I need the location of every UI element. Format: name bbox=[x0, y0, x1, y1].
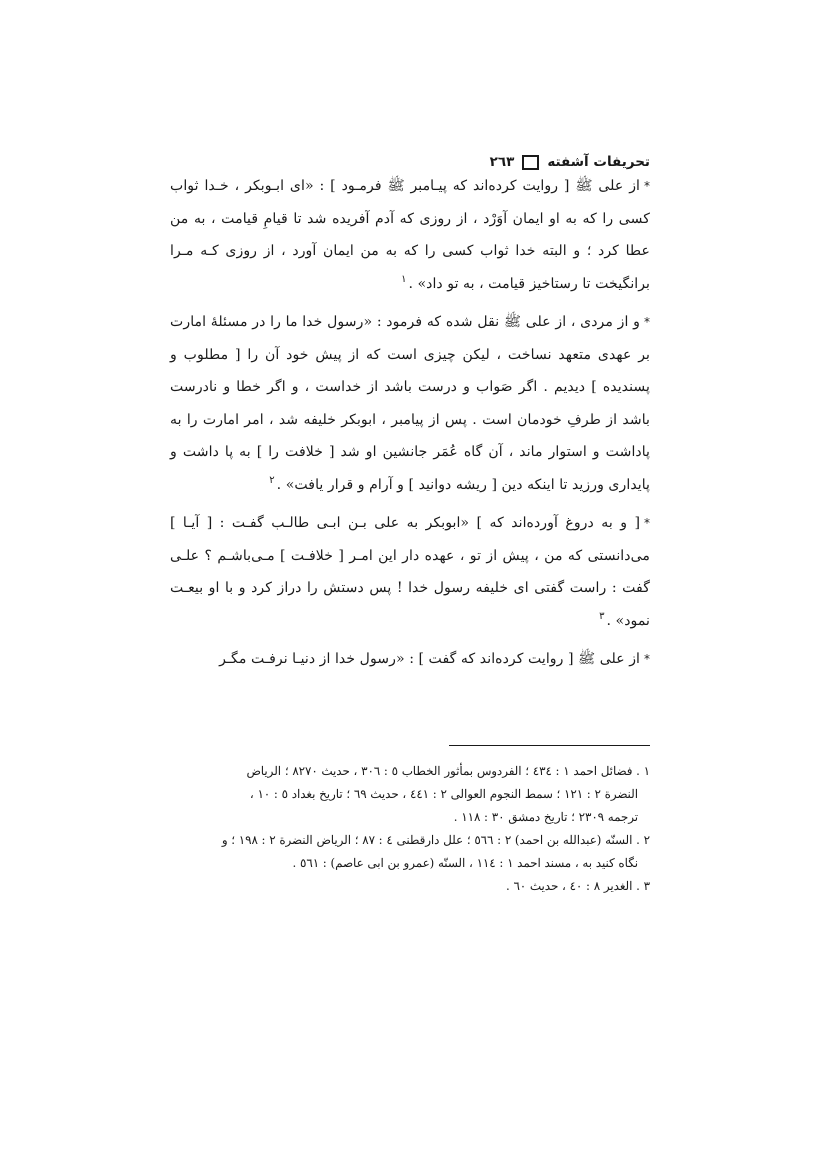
footnote-line: ٣ . الغدیر ٨ : ٤٠ ، حدیث ٦٠ . bbox=[505, 879, 650, 893]
footnote bbox=[170, 829, 650, 875]
footnote-divider bbox=[449, 745, 650, 746]
footnote bbox=[170, 875, 650, 898]
main-text bbox=[170, 170, 650, 676]
footnote-line: نگاه کنید به ، مسند احمد ١ : ١١٤ ، السنّه (عمرو بن ابی عاصم) : ٥٦١ . bbox=[292, 856, 638, 870]
asterisk-bullet-icon: * bbox=[644, 179, 650, 193]
paragraph bbox=[170, 170, 650, 300]
footnote-reference: ١ bbox=[401, 273, 407, 285]
square-box-icon bbox=[522, 155, 539, 170]
footnotes bbox=[170, 760, 650, 898]
paragraph bbox=[170, 507, 650, 637]
footnote-reference: ٢ bbox=[269, 474, 275, 486]
paragraph bbox=[170, 306, 650, 501]
paragraph-text: و از مردی ، از علی ﷺ نقل شده که فرمود : «رسول خدا ما را در مسئلهٔ امارت بر عهدی متعهد نساخت ، لیکن چیزی است که از پیش خود آن را [ مطلوب و پسندیده ] دیدیم . اگر صَواب و درست باشد از خداست ، و اگر خطا و نادرست باشد از طرفِ خودمان است . پس از پیامبر ، ابوبکر خلیفه شد ، امر امارت را به پاداشت و استوار ماند ، آن گاه عُمَر جانشین او شد [ خلافت را ] به پا داشت و پایداری ورزید تا اینکه دین [ ریشه دوانید ] و آرام و قرار یافت» . bbox=[170, 314, 650, 493]
footnote-line: ترجمه ٢٣٠٩ ؛ تاریخ دمشق ٣٠ : ١١٨ . bbox=[453, 810, 638, 824]
footnote-reference: ٣ bbox=[599, 610, 605, 622]
asterisk-bullet-icon: * bbox=[644, 516, 650, 530]
page-number: ٢٦٣ bbox=[489, 154, 515, 170]
paragraph-text: از علی ﷺ [ روایت کرده‌اند که گفت ] : «رسول خدا از دنیـا نرفـت مگـر bbox=[219, 651, 640, 667]
asterisk-bullet-icon: * bbox=[644, 315, 650, 329]
footnote bbox=[170, 760, 650, 829]
footnote-line: ١ . فضائل احمد ١ : ٤٣٤ ؛ الفردوس بمأثور الخطاب ٥ : ٣٠٦ ، حدیث ٨٢٧٠ ؛ الریاض bbox=[246, 764, 650, 778]
paragraph-text: [ و به دروغ آورده‌اند که ] «ابوبکر به علی بـن ابـی طالـب گفـت : [ آیـا ] می‌دانستی که من ، پیش از تو ، عهده دار این امـر [ خلافـت ] مـی‌باشـم ؟ علـی گفت : راست گفتی ای خلیفه رسول خدا ! پس دستش را دراز کرد و با او بیعـت نمود» . bbox=[170, 515, 650, 629]
paragraph bbox=[170, 643, 650, 676]
paragraph-text: از علی ﷺ [ روایت کرده‌اند که پیـامبر ﷺ فرمـود ] : «ای ابـوبکر ، خـدا ثواب کسی را که به او ایمان آوَرْد ، از روزی که آدم آفریده شد تا قیامِ قیامت ، به من عطا کرد ؛ و البته خدا ثواب کسی را که به من ایمان آورد ، از روزی کـه مـرا برانگیخت تا رستاخیز قیامت ، به تو داد» . bbox=[170, 178, 650, 292]
footnote-line: ٢ . السنّه (عبدالله بن احمد) ٢ : ٥٦٦ ؛ علل دارقطنی ٤ : ٨٧ ؛ الریاض النضرة ٢ : ١٩٨ ؛ و bbox=[221, 833, 650, 847]
asterisk-bullet-icon: * bbox=[644, 652, 650, 666]
header-title: تحریفات آشفته bbox=[547, 154, 650, 170]
footnote-line: النضرة ٢ : ١٢١ ؛ سمط النجوم العوالی ٢ : ٤٤١ ، حدیث ٦٩ ؛ تاریخ بغداد ٥ : ١٠ ، bbox=[249, 787, 638, 801]
